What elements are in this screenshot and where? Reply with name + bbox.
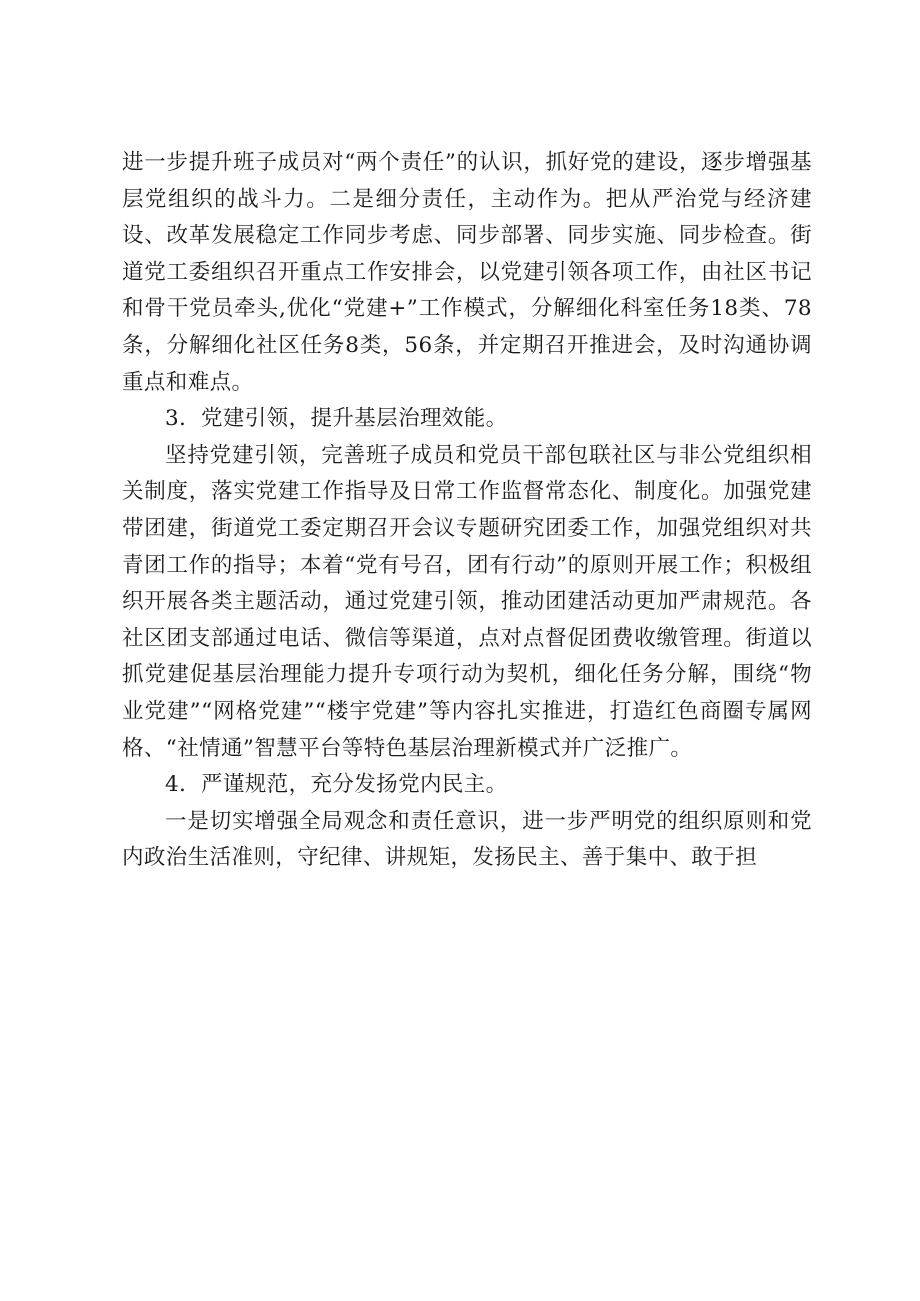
paragraph-party-building-guidance: 坚持党建引领，完善班子成员和党员干部包联社区与非公党组织相关制度，落实党建工作指导及日常工作监督常态化、制度化。加强党建带团建，街道党工委定期召开会议专题研究团委工作，加强党组织对共青团工作的指导；本着“党有号召，团有行动”的原则开展工作；积极组织开展各类主题活动，通过党建引领，推动团建活动更加严肃规范。各社区团支部通过电话、微信等渠道，点对点督促团费收缴管理。街道以抓党建促基层治理能力提升专项行动为契机，细化任务分解，围绕“物业党建”“网格党建”“楼宇党建”等内容扎实推进，打造红色商圈专属网格、“社情通”智慧平台等特色基层治理新模式并广泛推广。 <box>122 442 812 761</box>
paragraph-inner-party-democracy: 一是切实增强全局观念和责任意识，进一步严明党的组织原则和党内政治生活准则，守纪律、讲规矩，发扬民主、善于集中、敢于担 <box>122 808 812 871</box>
document-body <box>122 145 812 877</box>
section-heading-3: 3．党建引领，提升基层治理效能。 <box>165 406 508 432</box>
paragraph-continuation: 进一步提升班子成员对“两个责任”的认识，抓好党的建设，逐步增强基层党组织的战斗力。二是细分责任，主动作为。把从严治党与经济建设、改革发展稳定工作同步考虑、同步部署、同步实施、同步检查。街道党工委组织召开重点工作安排会，以党建引领各项工作，由社区书记和骨干党员牵头,优化“党建+”工作模式，分解细化科室任务18类、78条，分解细化社区任务8类，56条，并定期召开推进会，及时沟通协调重点和难点。 <box>122 150 812 395</box>
section-heading-4: 4．严谨规范，充分发扬党内民主。 <box>165 772 508 798</box>
